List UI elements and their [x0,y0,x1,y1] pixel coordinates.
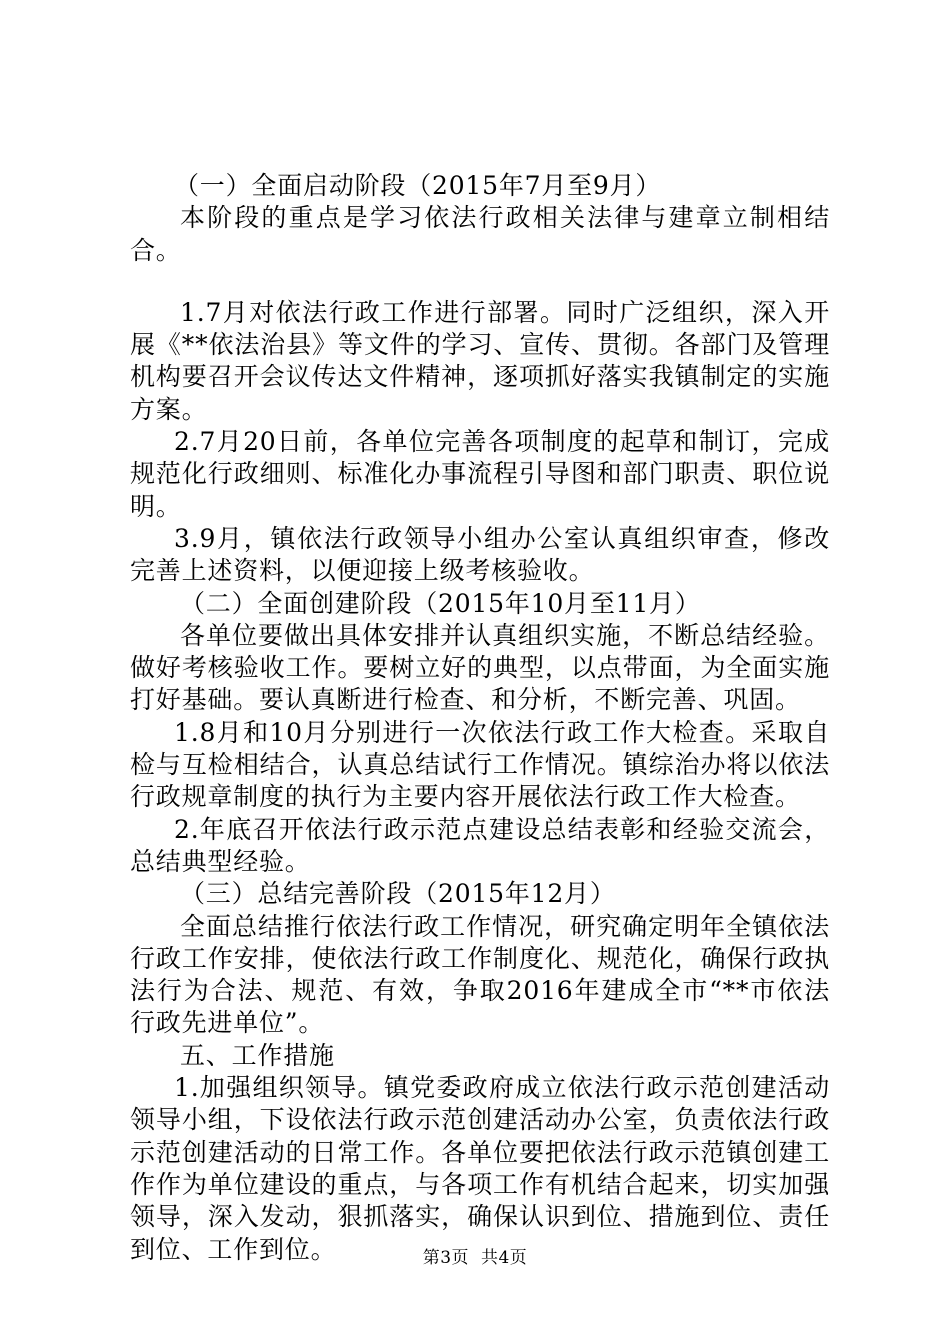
document-body [130,170,830,1266]
section-heading-measures: 五、工作措施 [180,1040,335,1070]
paragraph: 3.9月，镇依法行政领导小组办公室认真组织审查，修改完善上述资料，以便迎接上级考核验收。 [130,523,830,586]
paragraph: 1.加强组织领导。镇党委政府成立依法行政示范创建活动领导小组，下设依法行政示范创建活动办公室，负责依法行政示范创建活动的日常工作。各单位要把依法行政示范镇创建工作作为单位建设的重点，与各项工作有机结合起来，切实加强领导，深入发动，狠抓落实，确保认识到位、措施到位、责任到位、工作到位。 [130,1073,830,1264]
paragraph: 2.7月20日前，各单位完善各项制度的起草和制订，完成规范化行政细则、标准化办事流程引导图和部门职责、职位说明。 [130,427,830,521]
paragraph: 1.7月对依法行政工作进行部署。同时广泛组织，深入开展《**依法治县》等文件的学习、宣传、贯彻。各部门及管理机构要召开会议传达文件精神，逐项抓好落实我镇制定的实施方案。 [130,297,830,424]
paragraph: 全面总结推行依法行政工作情况，研究确定明年全镇依法行政工作安排，使依法行政工作制度化、规范化，确保行政执法行为合法、规范、有效，争取2016年建成全市“**市依法行政先进单位”。 [130,911,830,1038]
paragraph: 本阶段的重点是学习依法行政相关法律与建章立制相结合。 [130,203,830,265]
paragraph: 2.年底召开依法行政示范点建设总结表彰和经验交流会，总结典型经验。 [130,814,830,876]
page-footer [0,1243,950,1268]
paragraph: 各单位要做出具体安排并认真组织实施，不断总结经验。做好考核验收工作。要树立好的典型，以点带面，为全面实施打好基础。要认真断进行检查、和分析，不断完善、巩固。 [130,620,830,715]
page-total: 共4页 [480,1248,528,1268]
section-heading-phase-two: （二）全面创建阶段（2015年10月至11月） [180,588,701,618]
section-heading-phase-one: （一）全面启动阶段（2015年7月至9月） [174,171,662,200]
page-number: 第3页 [422,1248,470,1268]
paragraph-spacer [130,267,830,297]
section-heading-phase-three: （三）总结完善阶段（2015年12月） [180,879,616,909]
paragraph: 1.8月和10月分别进行一次依法行政工作大检查。采取自检与互检相结合，认真总结试行工作情况。镇综治办将以依法行政规章制度的执行为主要内容开展依法行政工作大检查。 [130,717,830,812]
